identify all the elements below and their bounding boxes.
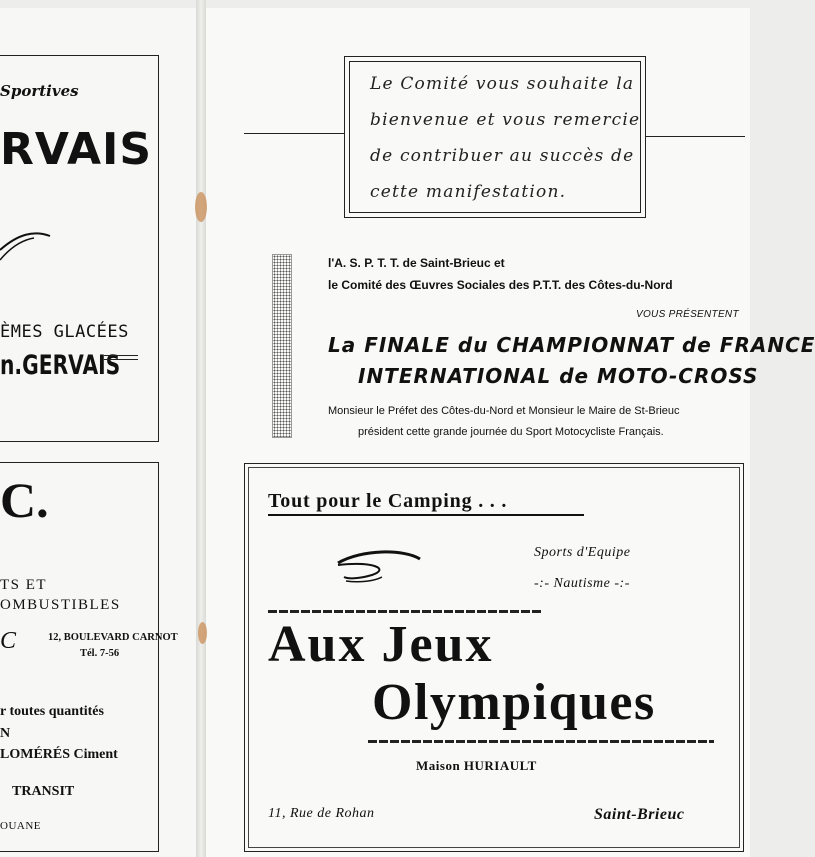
prefet-line-1: Monsieur le Préfet des Côtes-du-Nord et Monsieur le Maire de St-Brieuc [328,405,680,417]
page-gutter [196,0,206,857]
intro-line-1: l'A. S. P. T. T. de Saint-Brieuc et [328,256,505,270]
left-address-text: 12, BOULEVARD CARNOT [48,632,178,643]
finale-title-line-1: La FINALE du CHAMPIONNAT de FRANCE [328,333,815,357]
rule-right [645,136,745,137]
prefet-line-2: président cette grande journée du Sport Motocycliste Français. [358,426,664,438]
welcome-line-4: cette manifestation. [370,182,567,202]
left-transit-text: TRANSIT [12,784,75,799]
dashed-rule-top [268,610,542,613]
rule-left [244,133,344,134]
left-combustibles-text: OMBUSTIBLES [0,597,121,613]
left-ts-et-text: TS ET [0,577,48,593]
stain-spot [198,622,207,644]
camping-underline [268,514,584,516]
stain-spot [195,192,207,222]
aux-jeux-text: Aux Jeux [268,616,494,673]
finale-title-line-2: INTERNATIONAL de MOTO-CROSS [358,364,759,388]
left-logo-fragment: C [0,628,17,654]
dashed-rule-bottom [368,740,714,743]
intro-line-2: le Comité des Œuvres Sociales des P.T.T. des Côtes-du-Nord [328,278,673,292]
left-quantites-text: r toutes quantités [0,704,104,719]
maison-text: Maison HURIAULT [416,758,537,773]
welcome-line-3: de contribuer au succès de [370,146,635,166]
left-douane-text: OUANE [0,820,41,832]
left-rvais-text: RVAIS [0,124,153,175]
left-cremes-text: ÈMES GLACÉES [0,322,129,342]
left-c-letter: C. [0,472,49,528]
swirl-logo-icon [334,545,424,587]
left-tel-text: Tél. 7-56 [80,648,120,659]
left-agglomeres-text: LOMÉRÉS Ciment [0,747,118,762]
left-sportives-text: Sportives [0,82,79,100]
nautisme-text: -:- Nautisme -:- [534,576,630,591]
left-gervais-text: n.GERVAIS [0,350,121,381]
swoosh-icon [0,208,60,278]
rue-text: 11, Rue de Rohan [268,806,375,821]
welcome-line-2: bienvenue et vous remercie [370,110,641,130]
olympiques-text: Olympiques [372,674,656,731]
double-rule [104,355,138,360]
camping-heading: Tout pour le Camping . . . [268,490,508,512]
sports-text: Sports d'Equipe [534,545,631,560]
ville-text: Saint-Brieuc [594,806,685,823]
welcome-line-1: Le Comité vous souhaite la [370,74,635,94]
left-n-letter: N [0,726,11,741]
hatched-bar [272,254,292,438]
presentent-text: VOUS PRÉSENTENT [636,309,739,320]
